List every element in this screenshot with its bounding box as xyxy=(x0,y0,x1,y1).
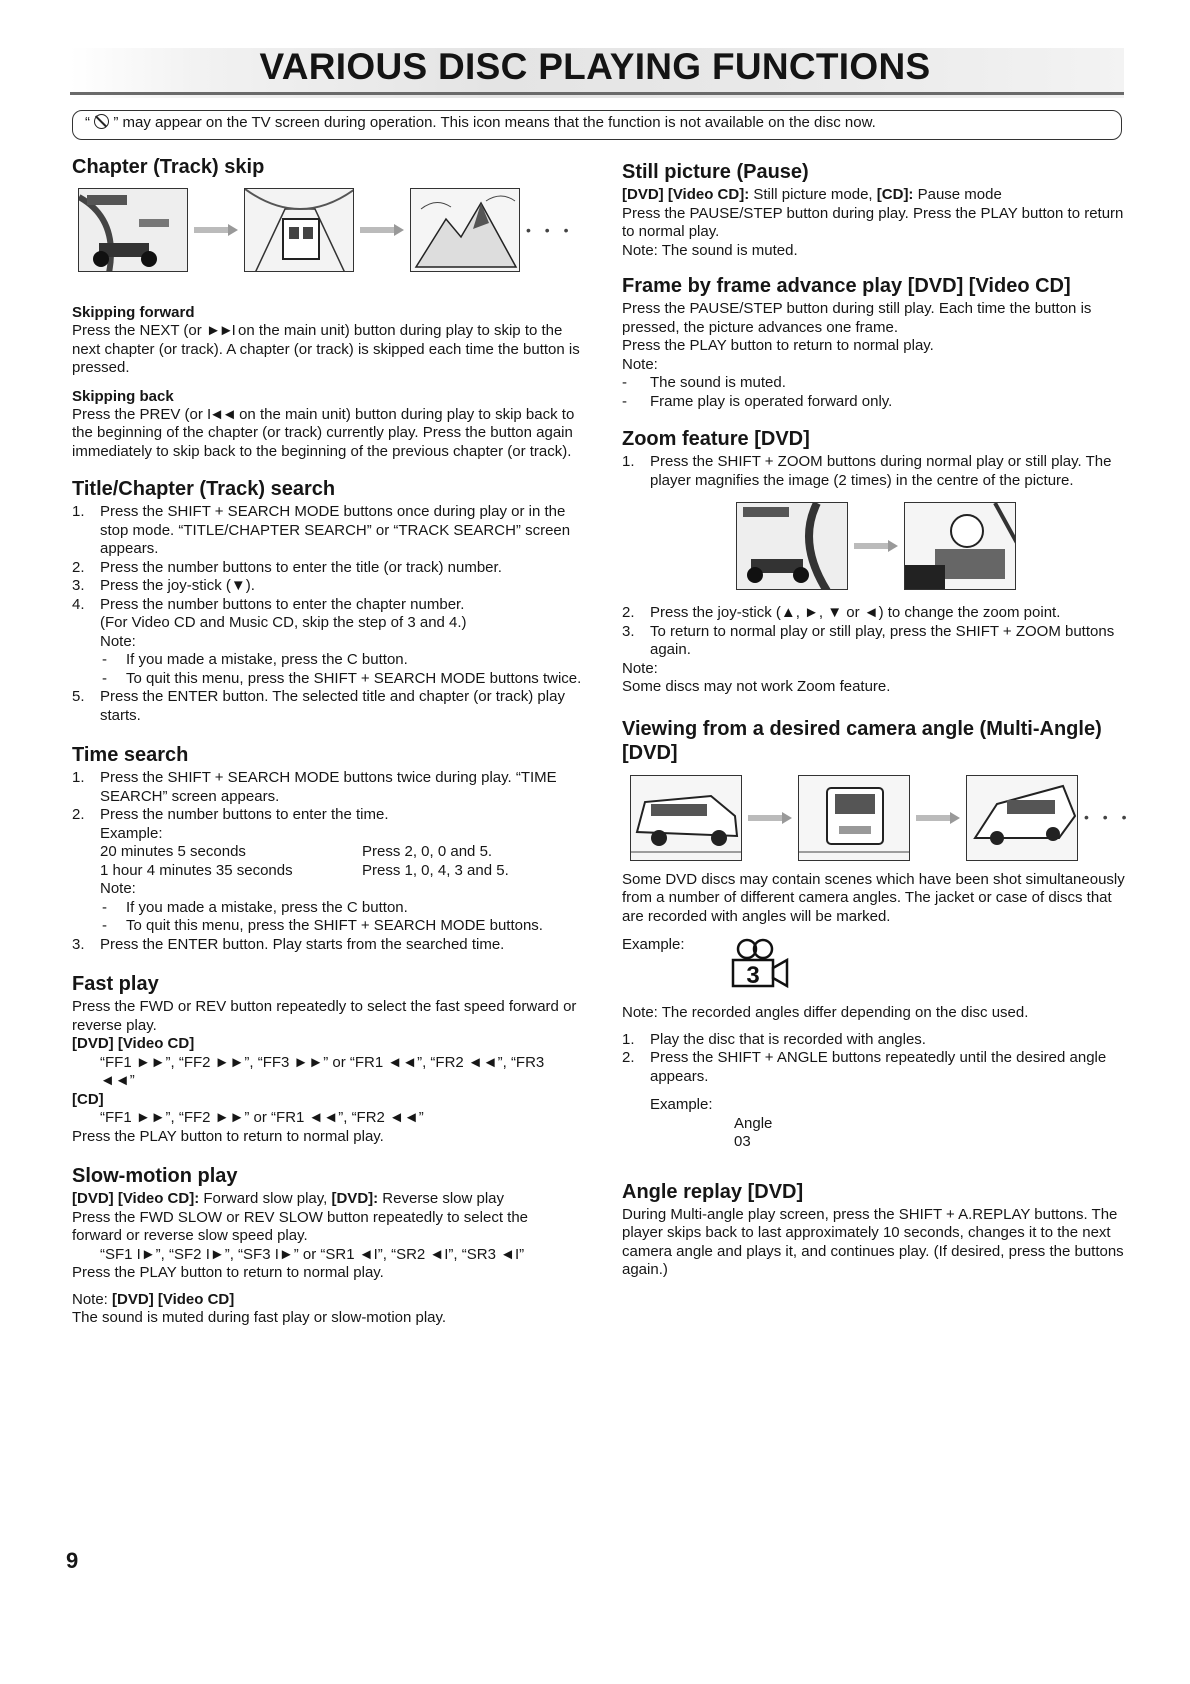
section-chapter-skip xyxy=(72,155,582,461)
multi-angle-text: Some DVD discs may contain scenes which have been shot simultaneously from a number of different camera angles. The jacket or case of discs that are recorded with angles will be marked. xyxy=(622,870,1125,925)
zoomed-driver-picture xyxy=(904,502,1016,590)
list-item: 3. To return to normal play or still play, press the SHIFT + ZOOM buttons again. xyxy=(622,622,1115,658)
multi-angle-figure xyxy=(630,773,1132,863)
multi-angle-note: Note: The recorded angles differ depending on the disc used. xyxy=(622,1004,1029,1021)
note-label: Note: xyxy=(100,880,136,897)
angle-example xyxy=(622,936,1132,990)
title-search-steps xyxy=(72,503,582,651)
angle-value: 03 xyxy=(734,1133,751,1150)
section-heading: Still picture (Pause) xyxy=(622,161,809,183)
format-label: [CD] xyxy=(72,1090,104,1108)
note-label: Note: xyxy=(622,355,658,373)
speed-sequence: “FF1 ►►”, “FF2 ►►” or “FR1 ◄◄”, “FR2 ◄◄” xyxy=(100,1109,424,1126)
arrow-right-icon xyxy=(916,812,960,824)
right-column xyxy=(622,160,1132,1280)
list-item: 2. Press the SHIFT + ANGLE buttons repeatedly until the desired angle appears. xyxy=(622,1049,1107,1085)
example-row: 20 minutes 5 seconds Press 2, 0, 0 and 5. xyxy=(100,843,493,860)
list-item: 1. Press the SHIFT + SEARCH MODE buttons once during play or in the stop mode. “TITLE/CHAPTER SEARCH” or “TRACK SEARCH” screen appears. xyxy=(72,503,571,557)
arrow-right-icon xyxy=(748,812,792,824)
list-item: 2. Press the joy-stick (▲, ►, ▼ or ◄) to change the zoom point. xyxy=(622,604,1061,621)
list-item: 3. Press the ENTER button. Play starts from the searched time. xyxy=(72,935,505,953)
section-heading: Viewing from a desired camera angle (Multi-Angle) [DVD] xyxy=(622,717,1102,764)
still-modes: [DVD] [Video CD]: Still picture mode, [CD]: Pause mode xyxy=(622,186,1002,203)
van-rear-picture xyxy=(798,775,910,861)
page-title: VARIOUS DISC PLAYING FUNCTIONS xyxy=(259,46,931,87)
frame-text: Press the PLAY button to return to normal play. xyxy=(622,337,934,354)
race-car-picture xyxy=(736,502,848,590)
section-heading: Slow-motion play xyxy=(72,1165,238,1187)
title-rule xyxy=(70,92,1124,95)
format-label: [DVD] [Video CD] xyxy=(72,1035,195,1052)
section-multi-angle xyxy=(622,717,1132,1152)
return-text: Press the PLAY button to return to normal play. xyxy=(72,1264,384,1281)
note-text: The sound is muted during fast play or slow-motion play. xyxy=(72,1309,447,1326)
section-heading: Angle replay [DVD] xyxy=(622,1180,804,1203)
section-slow-motion xyxy=(72,1164,582,1328)
train-tunnel-picture xyxy=(244,188,354,272)
example-label: Example: xyxy=(622,936,685,953)
note-item: - To quit this menu, press the SHIFT + SEARCH MODE buttons twice. xyxy=(102,669,582,687)
list-item: 2. Press the number buttons to enter the title (or track) number. xyxy=(72,558,502,576)
slow-motion-text: Press the FWD SLOW or REV SLOW button repeatedly to select the forward or reverse slow speed play. xyxy=(72,1208,529,1244)
section-still-picture xyxy=(622,160,1132,260)
section-frame-advance xyxy=(622,274,1132,411)
continuation-dots: • • • xyxy=(526,221,574,238)
zoom-steps xyxy=(622,453,1132,490)
section-time-search xyxy=(72,743,582,954)
list-item: 2. Press the number buttons to enter the time. Example: xyxy=(72,806,582,843)
section-title-search xyxy=(72,477,582,725)
list-item: 1. Play the disc that is recorded with angles. xyxy=(622,1030,926,1048)
section-heading: Frame by frame advance play [DVD] [Video CD] xyxy=(622,275,1071,297)
section-heading: Zoom feature [DVD] xyxy=(622,428,810,450)
list-item: 1. Press the SHIFT + ZOOM buttons during normal play or still play. The player magnifies the image (2 times) in the centre of the picture. xyxy=(622,453,1112,489)
speed-sequence: “SF1 I►”, “SF2 I►”, “SF3 I►” or “SR1 ◄I”, “SR2 ◄I”, “SR3 ◄I” xyxy=(100,1245,525,1263)
camera-angle-icon xyxy=(725,938,795,990)
prohibit-icon xyxy=(94,114,109,129)
skipping-back-text: Press the PREV (or I◄◄ on the main unit) button during play to skip back to the beginning of the chapter (or track) currently play. Press the button again immediately to skip back to the beginning of the previous chapter (or track). xyxy=(72,405,575,460)
example-label: Example: xyxy=(650,1096,713,1113)
note-text: Some discs may not work Zoom feature. xyxy=(622,678,891,695)
arrow-right-icon xyxy=(360,224,404,236)
section-heading: Time search xyxy=(72,744,189,766)
mountain-picture xyxy=(410,188,520,272)
section-fast-play xyxy=(72,972,582,1146)
return-text: Press the PLAY button to return to normal play. xyxy=(72,1127,384,1145)
note-item: - Frame play is operated forward only. xyxy=(622,392,893,410)
note-label: Note: xyxy=(622,659,658,677)
still-note: Note: The sound is muted. xyxy=(622,241,798,259)
frame-text: Press the PAUSE/STEP button during still play. Each time the button is pressed, the picture advances one frame. xyxy=(622,300,1092,336)
list-item: 4. Press the number buttons to enter the chapter number. (For Video CD and Music CD, skip the step of 3 and 4.) Note: xyxy=(72,596,582,652)
example-label: Example: xyxy=(100,824,163,842)
van-angle-picture xyxy=(966,775,1078,861)
slow-motion-note: Note: [DVD] [Video CD] xyxy=(72,1290,235,1308)
arrow-right-icon xyxy=(194,224,238,236)
continuation-dots: • • • xyxy=(1084,809,1132,826)
time-search-steps xyxy=(72,769,582,843)
still-text: Press the PAUSE/STEP button during play. Press the PLAY button to return to normal play. xyxy=(622,204,1124,240)
section-zoom xyxy=(622,427,1132,697)
section-heading: Title/Chapter (Track) search xyxy=(72,478,336,500)
fast-play-text: Press the FWD or REV button repeatedly to select the fast speed forward or reverse play. xyxy=(72,998,577,1034)
note-item: - The sound is muted. xyxy=(622,374,786,391)
angle-number: 3 xyxy=(745,962,760,989)
section-heading: Chapter (Track) skip xyxy=(72,156,265,178)
subheading-skipping-back: Skipping back xyxy=(72,387,174,405)
list-item: 3. Press the joy-stick (▼). xyxy=(72,577,255,594)
page-number: 9 xyxy=(66,1548,79,1573)
notice-text: “ ” may appear on the TV screen during operation. This icon means that the function is not available on the disc now. xyxy=(85,114,876,131)
note-item: - If you made a mistake, press the C button. xyxy=(102,898,408,916)
note-label: Note: xyxy=(100,632,136,650)
arrow-right-icon xyxy=(854,540,898,552)
race-car-picture xyxy=(78,188,188,272)
section-heading: Fast play xyxy=(72,973,159,995)
speed-sequence: “FF1 ►►”, “FF2 ►►”, “FF3 ►►” or “FR1 ◄◄”, “FR2 ◄◄”, “FR3 ◄◄” xyxy=(100,1053,545,1089)
angle-label: Angle xyxy=(734,1114,773,1132)
section-angle-replay xyxy=(622,1180,1132,1280)
chapter-skip-figure xyxy=(78,185,582,275)
zoom-figure xyxy=(736,500,1132,592)
note-item: - If you made a mistake, press the C button. xyxy=(102,651,408,668)
note-item: - To quit this menu, press the SHIFT + SEARCH MODE buttons. xyxy=(102,917,543,934)
van-side-picture xyxy=(630,775,742,861)
left-column xyxy=(72,155,582,1328)
subheading-skipping-forward: Skipping forward xyxy=(72,304,195,321)
list-item: 1. Press the SHIFT + SEARCH MODE buttons twice during play. “TIME SEARCH” screen appears. xyxy=(72,769,557,805)
slow-motion-modes: [DVD] [Video CD]: Forward slow play, [DVD]: Reverse slow play xyxy=(72,1190,505,1207)
list-item: 5. Press the ENTER button. The selected title and chapter (or track) play starts. xyxy=(72,688,565,724)
step-note: (For Video CD and Music CD, skip the step of 3 and 4.) xyxy=(100,614,467,631)
skipping-forward-text: Press the NEXT (or ►►I on the main unit) button during play to skip to the next chapter (or track). A chapter (or track) is skipped each time the button is pressed. xyxy=(72,322,580,376)
angle-replay-text: During Multi-angle play screen, press the SHIFT + A.REPLAY buttons. The player skips back to last approximately 10 seconds, changes it to the next camera angle and plays it, and continues play. (If desired, press the buttons again.) xyxy=(622,1205,1124,1278)
example-row: 1 hour 4 minutes 35 seconds Press 1, 0, 4, 3 and 5. xyxy=(100,861,509,879)
